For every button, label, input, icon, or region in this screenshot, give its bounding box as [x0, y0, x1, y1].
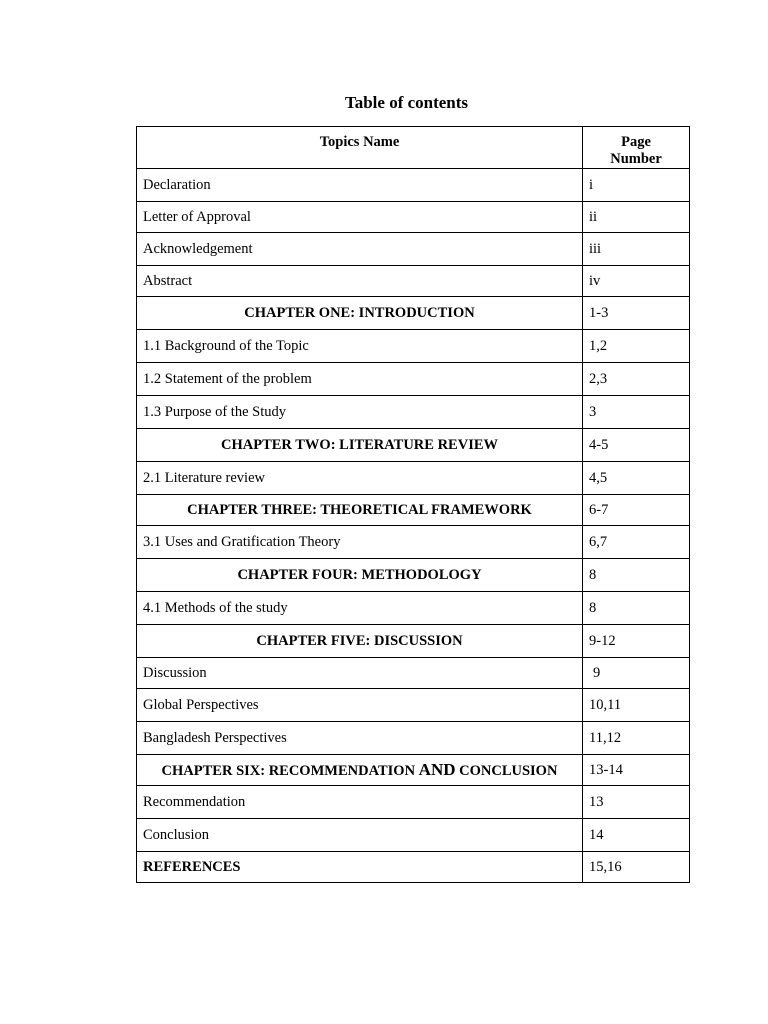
- chapter-row: [137, 559, 690, 592]
- page-title: Table of contents: [344, 93, 469, 112]
- chapter-title: CHAPTER FOUR: METHODOLOGY: [137, 559, 583, 592]
- table-row: [137, 266, 690, 297]
- topic-cell: Bangladesh Perspectives: [137, 722, 583, 755]
- topic-cell: 2.1 Literature review: [137, 462, 583, 495]
- page-cell: 9-12: [583, 625, 690, 658]
- page-cell: 11,12: [583, 722, 690, 755]
- chapter-row: [137, 755, 690, 786]
- chapter-title-part3: CONCLUSION: [455, 763, 558, 779]
- page-cell: i: [583, 169, 690, 202]
- table-row: [137, 330, 690, 363]
- chapter-title: [137, 755, 583, 786]
- chapter-title: CHAPTER FIVE: DISCUSSION: [137, 625, 583, 658]
- page-cell: 1-3: [583, 297, 690, 330]
- header-page-line2: Number: [610, 151, 662, 167]
- chapter-row: [137, 495, 690, 526]
- page-cell: 15,16: [583, 852, 690, 883]
- page-cell: 9: [583, 658, 690, 689]
- page-cell: 4-5: [583, 429, 690, 462]
- chapter-title: CHAPTER THREE: THEORETICAL FRAMEWORK: [137, 495, 583, 526]
- topic-cell: Declaration: [137, 169, 583, 202]
- chapter-title: CHAPTER TWO: LITERATURE REVIEW: [137, 429, 583, 462]
- topic-cell: 1.1 Background of the Topic: [137, 330, 583, 363]
- page-cell: 3: [583, 396, 690, 429]
- table-row: [137, 592, 690, 625]
- table-row: [137, 658, 690, 689]
- table-row: [137, 233, 690, 266]
- chapter-title: CHAPTER ONE: INTRODUCTION: [137, 297, 583, 330]
- table-row: [137, 396, 690, 429]
- chapter-row: [137, 429, 690, 462]
- topic-cell: Acknowledgement: [137, 233, 583, 266]
- topic-cell: Recommendation: [137, 786, 583, 819]
- page-cell: 14: [583, 819, 690, 852]
- table-row: [137, 786, 690, 819]
- topic-cell: Letter of Approval: [137, 202, 583, 233]
- header-topics-name: Topics Name: [137, 127, 583, 169]
- topic-cell: Abstract: [137, 266, 583, 297]
- chapter-row: [137, 297, 690, 330]
- topic-cell: Discussion: [137, 658, 583, 689]
- table-row: [137, 819, 690, 852]
- page-cell: iv: [583, 266, 690, 297]
- page-cell: 8: [583, 592, 690, 625]
- page-cell: 4,5: [583, 462, 690, 495]
- page-cell: iii: [583, 233, 690, 266]
- references-label: REFERENCES: [137, 852, 583, 883]
- toc-table: [136, 126, 690, 883]
- page-cell: 1,2: [583, 330, 690, 363]
- table-header-row: [137, 127, 690, 169]
- page-cell: ii: [583, 202, 690, 233]
- page-cell: 10,11: [583, 689, 690, 722]
- page-cell: 13-14: [583, 755, 690, 786]
- table-row: [137, 202, 690, 233]
- table-row: [137, 722, 690, 755]
- table-row: [137, 689, 690, 722]
- topic-cell: 3.1 Uses and Gratification Theory: [137, 526, 583, 559]
- topic-cell: Global Perspectives: [137, 689, 583, 722]
- table-row: [137, 169, 690, 202]
- page-cell: 6,7: [583, 526, 690, 559]
- table-row: [137, 363, 690, 396]
- topic-cell: Conclusion: [137, 819, 583, 852]
- topic-cell: 1.3 Purpose of the Study: [137, 396, 583, 429]
- table-row: [137, 462, 690, 495]
- chapter-row: [137, 625, 690, 658]
- page-cell: 2,3: [583, 363, 690, 396]
- topic-cell: 4.1 Methods of the study: [137, 592, 583, 625]
- header-page-line1: Page: [621, 134, 651, 150]
- page-cell: 8: [583, 559, 690, 592]
- chapter-title-part2: AND: [418, 760, 456, 779]
- page-cell: 13: [583, 786, 690, 819]
- table-row: [137, 852, 690, 883]
- header-page-number: [583, 127, 690, 169]
- topic-cell: 1.2 Statement of the problem: [137, 363, 583, 396]
- table-row: [137, 526, 690, 559]
- page-cell: 6-7: [583, 495, 690, 526]
- chapter-title-part1: CHAPTER SIX: RECOMMENDATION: [161, 763, 419, 779]
